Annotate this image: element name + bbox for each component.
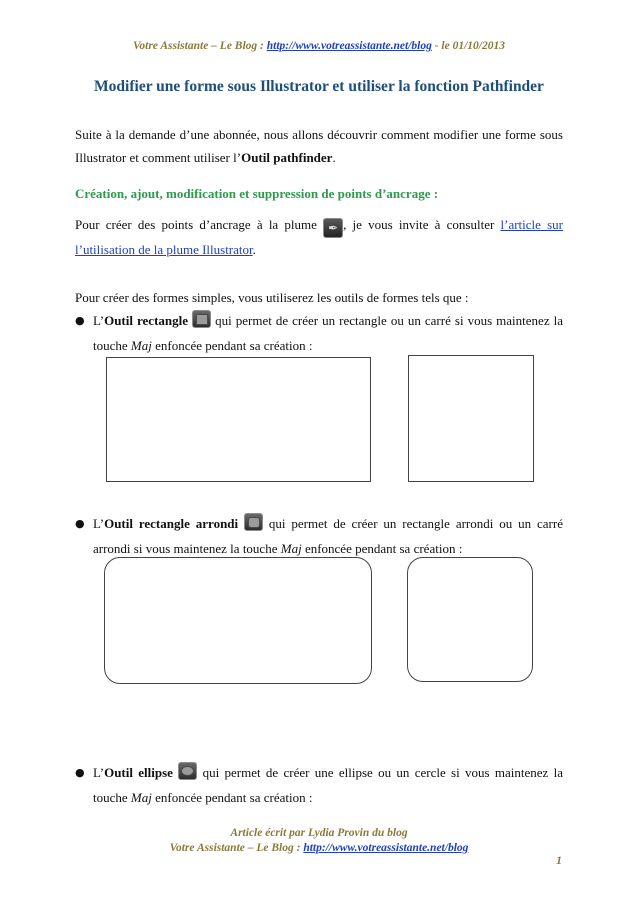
pen-text-before: Pour créer des points d’ancrage à la plume bbox=[75, 217, 324, 232]
header-date: - le 01/10/2013 bbox=[431, 40, 505, 52]
item-text: qui permet de créer un rectangle ou un carré si vous maintenez la touche bbox=[93, 313, 563, 353]
tool-name: Outil ellipse bbox=[104, 765, 173, 780]
rectangle-tool-icon bbox=[192, 310, 211, 328]
key-name: Maj bbox=[130, 790, 152, 805]
tool-name: Outil rectangle bbox=[104, 313, 189, 328]
intro-paragraph bbox=[75, 123, 563, 169]
item-text: qui permet de créer une ellipse ou un cercle si vous maintenez la touche bbox=[93, 765, 563, 805]
list-item-text bbox=[93, 511, 563, 561]
pen-text-after: . bbox=[252, 242, 256, 257]
item-suffix: enfoncée pendant sa création : bbox=[151, 338, 313, 353]
list-item-text bbox=[93, 760, 563, 810]
header-blog-link[interactable]: http://www.votreassistante.net/blog bbox=[266, 40, 432, 52]
header-blog-name: Votre Assistante – Le Blog : bbox=[133, 40, 267, 52]
item-suffix: enfoncée pendant sa création : bbox=[151, 790, 313, 805]
intro-text: Suite à la demande d’une abonnée, nous allons découvrir comment modifier une forme sous Illustrator et comment utiliser l’ bbox=[75, 127, 563, 165]
page-header bbox=[0, 40, 638, 52]
footer-blog-link[interactable]: http://www.votreassistante.net/blog bbox=[303, 842, 469, 854]
footer-blog bbox=[0, 841, 638, 856]
item-prefix: L’ bbox=[93, 313, 105, 328]
pen-paragraph bbox=[75, 213, 563, 261]
key-name: Maj bbox=[280, 541, 302, 556]
shapes-intro: Pour créer des formes simples, vous utiliserez les outils de formes tels que : bbox=[75, 290, 469, 305]
article-title: Modifier une forme sous Illustrator et utiliser la fonction Pathfinder bbox=[94, 78, 544, 95]
bullet-icon: ● bbox=[75, 517, 85, 530]
square-example bbox=[408, 355, 534, 482]
footer-author: Article écrit par Lydia Provin du blog bbox=[230, 827, 408, 839]
pen-article-link[interactable]: l’article sur l’utilisation de la plume Illustrator bbox=[75, 217, 563, 257]
intro-bold-tool: Outil pathfinder bbox=[241, 150, 333, 165]
item-text: qui permet de créer un rectangle arrondi ou un carré arrondi si vous maintenez la touche bbox=[93, 516, 563, 556]
pen-text-middle: , je vous invite à consulter bbox=[343, 217, 501, 232]
rounded-rectangle-tool-icon bbox=[244, 513, 263, 531]
page-number: 1 bbox=[556, 853, 562, 867]
pen-tool-icon: ✒ bbox=[323, 218, 343, 238]
intro-period: . bbox=[332, 150, 336, 165]
bullet-icon: ● bbox=[75, 766, 85, 779]
rounded-rectangle-example bbox=[104, 557, 372, 684]
rounded-square-example bbox=[407, 557, 533, 682]
rectangle-example bbox=[106, 357, 371, 482]
item-prefix: L’ bbox=[93, 765, 105, 780]
bullet-icon: ● bbox=[75, 314, 85, 327]
item-suffix: enfoncée pendant sa création : bbox=[301, 541, 463, 556]
page-footer bbox=[0, 826, 638, 856]
footer-blog-name: Votre Assistante – Le Blog : bbox=[169, 842, 304, 854]
key-name: Maj bbox=[130, 338, 152, 353]
item-prefix: L’ bbox=[93, 516, 105, 531]
list-item-text bbox=[93, 308, 563, 358]
section-heading: Création, ajout, modification et suppression de points d’ancrage : bbox=[75, 186, 439, 201]
ellipse-tool-icon bbox=[178, 762, 197, 780]
tool-name: Outil rectangle arrondi bbox=[104, 516, 239, 531]
